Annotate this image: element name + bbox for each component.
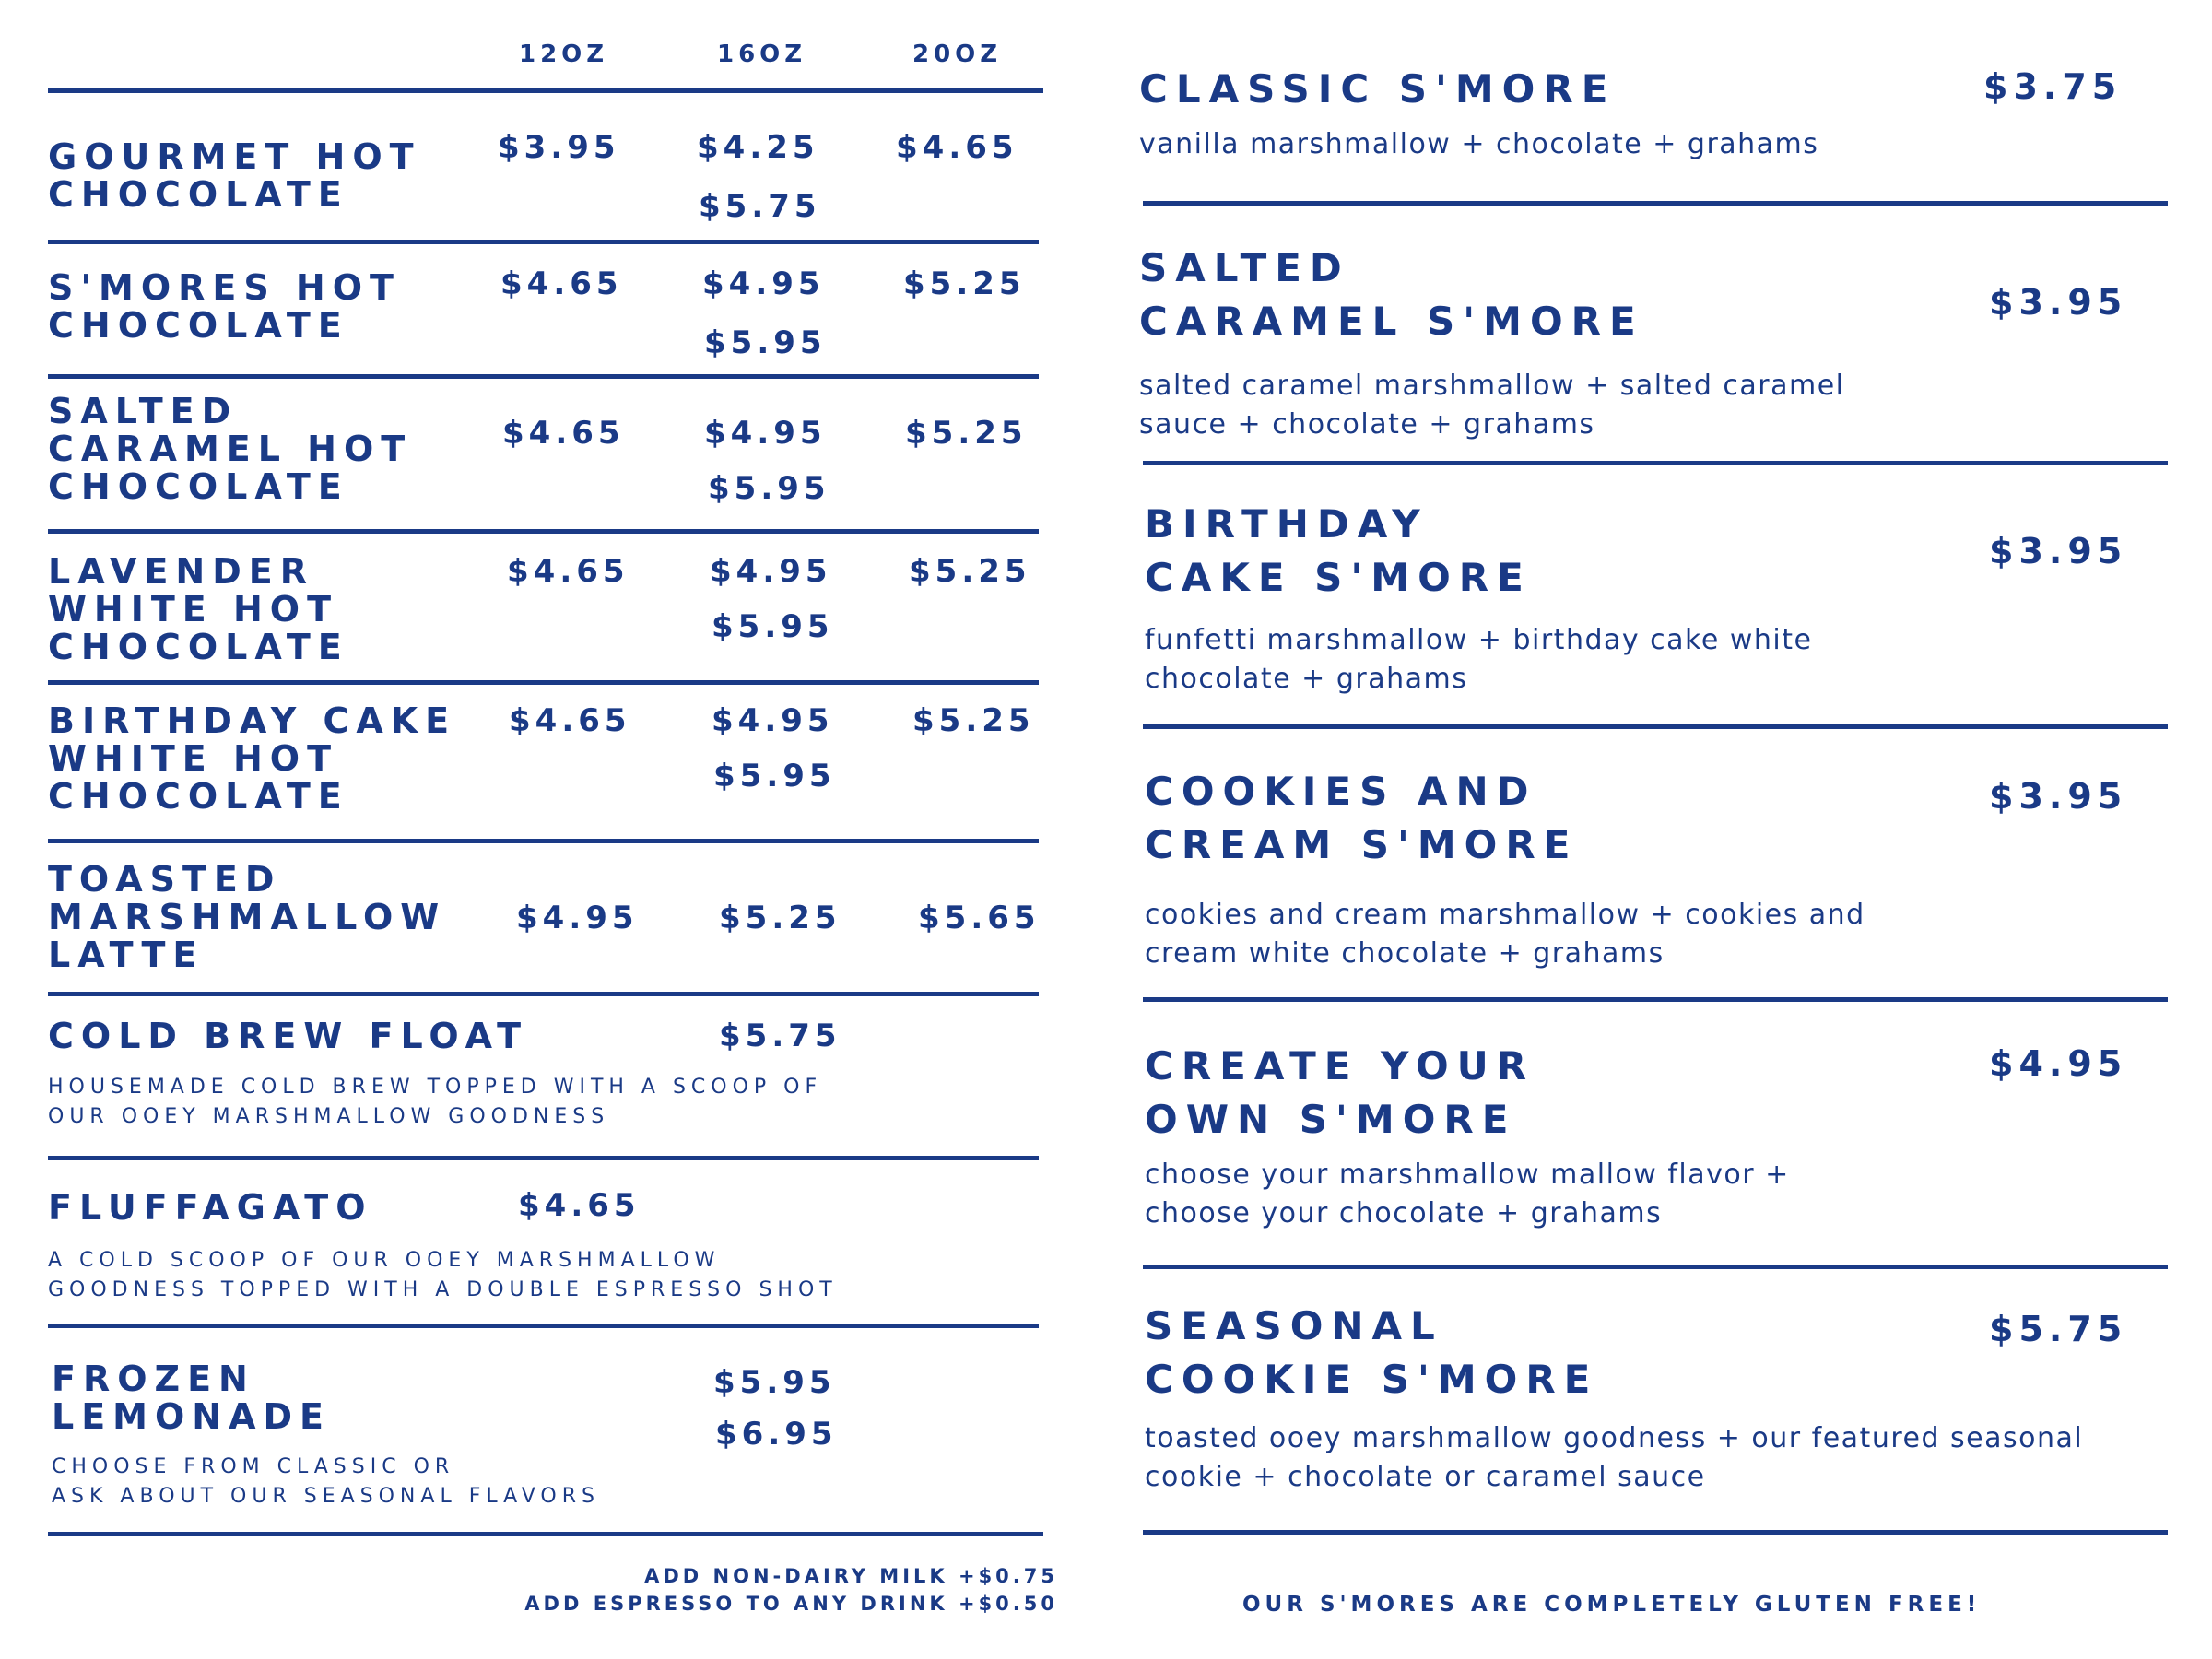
divider (1143, 997, 2168, 1002)
smore-name-create-your-own: CREATE YOUR OWN S'MORE (1145, 1043, 1535, 1142)
price-alt: $5.95 (713, 758, 836, 794)
price-12oz: $4.65 (500, 265, 623, 302)
item-desc-cold-brew-float: HOUSEMADE COLD BREW TOPPED WITH A SCOOP OF OUR OOEY MARSHMALLOW GOODNESS (48, 1076, 823, 1128)
smore-name-birthday-cake: BIRTHDAY CAKE S'MORE (1145, 501, 1532, 600)
price-20oz: $5.25 (903, 265, 1026, 302)
price-16oz: $4.95 (704, 415, 827, 452)
divider (1143, 1265, 2168, 1269)
item-name-smores-hot-chocolate: S'MORES HOT CHOCOLATE (48, 267, 401, 346)
smore-name-salted-caramel: SALTED CARAMEL S'MORE (1139, 245, 1644, 344)
size-16oz: 16OZ (717, 41, 807, 68)
price-12oz: $4.65 (507, 553, 629, 590)
price-alt: $5.75 (699, 188, 821, 225)
price-20oz: $4.65 (896, 129, 1018, 166)
price-16oz: $4.95 (712, 702, 834, 739)
smore-name-classic: CLASSIC S'MORE (1139, 66, 1617, 112)
price-fluffagato: $4.65 (518, 1187, 641, 1224)
divider (48, 88, 1043, 93)
smore-price-classic: $3.75 (1983, 66, 2123, 107)
divider (48, 529, 1039, 534)
smore-desc-cookies-and-cream: cookies and cream marshmallow + cookies and cream white chocolate + grahams (1145, 899, 1865, 970)
size-12oz: 12OZ (519, 41, 609, 68)
price-12oz: $4.65 (509, 702, 631, 739)
smore-desc-birthday-cake: funfetti marshmallow + birthday cake white chocolate + grahams (1145, 624, 1813, 695)
divider (48, 1156, 1039, 1160)
price-16oz: $4.95 (710, 553, 832, 590)
item-desc-frozen-lemonade: CHOOSE FROM CLASSIC OR ASK ABOUT OUR SEASONAL FLAVORS (52, 1455, 600, 1508)
item-name-cold-brew-float: COLD BREW FLOAT (48, 1016, 528, 1056)
gluten-free-note: OUR S'MORES ARE COMPLETELY GLUTEN FREE! (1242, 1593, 1982, 1617)
divider (48, 240, 1039, 244)
item-name-toasted-marshmallow-latte: TOASTED MARSHMALLOW LATTE (48, 859, 447, 975)
smore-price-birthday-cake: $3.95 (1989, 531, 2128, 571)
item-name-gourmet-hot-chocolate: GOURMET HOT CHOCOLATE (48, 136, 421, 215)
size-20oz: 20OZ (912, 41, 1003, 68)
divider (1143, 1530, 2168, 1535)
item-name-frozen-lemonade: FROZEN LEMONADE (52, 1359, 332, 1437)
divider (1143, 201, 2168, 206)
price-12oz: $3.95 (498, 129, 620, 166)
smore-desc-create-your-own: choose your marshmallow mallow flavor + choose your chocolate + grahams (1145, 1159, 1790, 1230)
smore-desc-seasonal-cookie: toasted ooey marshmallow goodness + our featured seasonal cookie + chocolate or caramel sauce (1145, 1422, 2084, 1493)
smore-price-create-your-own: $4.95 (1989, 1043, 2128, 1084)
price-20oz: $5.25 (909, 553, 1031, 590)
addon-espresso: ADD ESPRESSO TO ANY DRINK +$0.50 (524, 1593, 1058, 1615)
price-12oz: $4.65 (502, 415, 625, 452)
price-alt: $5.95 (708, 470, 830, 507)
addon-non-dairy-milk: ADD NON-DAIRY MILK +$0.75 (644, 1565, 1058, 1587)
smore-price-seasonal-cookie: $5.75 (1989, 1309, 2128, 1349)
divider (48, 1324, 1039, 1328)
item-name-lavender-white-hot-chocolate: LAVENDER WHITE HOT CHOCOLATE (48, 551, 349, 667)
price-cold-brew-float: $5.75 (719, 1018, 841, 1054)
divider (48, 839, 1039, 843)
smore-name-seasonal-cookie: SEASONAL COOKIE S'MORE (1145, 1303, 1599, 1402)
divider (48, 374, 1039, 379)
smore-price-salted-caramel: $3.95 (1989, 282, 2128, 323)
smore-name-cookies-and-cream: COOKIES AND CREAM S'MORE (1145, 769, 1579, 867)
item-name-birthday-cake-white-hot-chocolate: BIRTHDAY CAKE WHITE HOT CHOCOLATE (48, 700, 457, 817)
item-name-fluffagato: FLUFFAGATO (48, 1187, 373, 1228)
price-20oz: $5.25 (912, 702, 1035, 739)
item-desc-fluffagato: A COLD SCOOP OF OUR OOEY MARSHMALLOW GOODNESS TOPPED WITH A DOUBLE ESPRESSO SHOT (48, 1249, 838, 1301)
divider (1143, 724, 2168, 729)
price-alt: $5.95 (704, 324, 827, 361)
price-alt: $5.95 (712, 608, 834, 645)
price-16oz: $4.25 (697, 129, 819, 166)
divider (48, 1532, 1043, 1536)
item-name-salted-caramel-hot-chocolate: SALTED CARAMEL HOT CHOCOLATE (48, 391, 413, 507)
price-frozen-lemonade-1: $5.95 (713, 1364, 836, 1401)
price-20oz: $5.65 (918, 900, 1041, 936)
price-frozen-lemonade-2: $6.95 (715, 1416, 838, 1453)
smore-price-cookies-and-cream: $3.95 (1989, 776, 2128, 817)
divider (48, 680, 1039, 685)
divider (1143, 461, 2168, 465)
price-16oz: $4.95 (702, 265, 825, 302)
smore-desc-salted-caramel: salted caramel marshmallow + salted caramel sauce + chocolate + grahams (1139, 370, 1845, 441)
divider (48, 992, 1039, 996)
price-16oz: $5.25 (719, 900, 841, 936)
price-20oz: $5.25 (905, 415, 1028, 452)
smore-desc-classic: vanilla marshmallow + chocolate + grahams (1139, 128, 1819, 160)
price-12oz: $4.95 (516, 900, 639, 936)
